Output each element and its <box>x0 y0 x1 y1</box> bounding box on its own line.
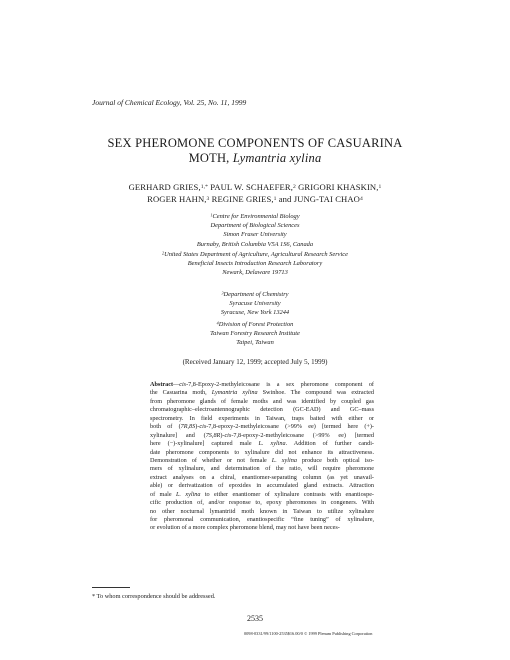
abstract-line: Abstract—cis-7,8-Epoxy-2-methyleicosane is a sex pheromone component of <box>150 381 374 388</box>
abstract-line: extract analyses on a chiral, enantiomer-separating column (as yet unavail- <box>150 473 374 481</box>
abstract-label: Abstract <box>150 381 174 388</box>
author-affil-mark: 1 <box>378 184 382 191</box>
author-affil-mark: 4 <box>359 196 363 203</box>
affiliation-line: Burnaby, British Columbia V5A 1S6, Canada <box>196 240 314 248</box>
affiliation-4 <box>0 320 510 348</box>
affiliation-text: Department of Chemistry <box>223 291 289 298</box>
affiliation-3 <box>0 290 510 318</box>
abstract <box>150 381 374 533</box>
affiliation-line: Syracuse, New York 13244 <box>220 309 290 317</box>
author-name: ROGER HAHN, <box>147 194 207 204</box>
affiliation-text: United States Department of Agriculture, Agricultural Research Service <box>164 251 348 258</box>
author-name: REGINE GRIES, <box>209 194 274 204</box>
abstract-line: chromatographic–electroantennographic detection (GC-EAD) and GC–mass <box>150 406 374 414</box>
affiliation-text: Centre for Environmental Biology <box>212 213 300 220</box>
affiliation-line <box>0 212 510 221</box>
abstract-line: no other nocturnal lymantriid moth known in Taiwan to utilize xylinalure <box>150 507 374 515</box>
author-affil-mark: 2 <box>292 184 296 191</box>
abstract-line: both of (7R,8S)-cis-7,8-epoxy-2-methyleicosane (>99% ee) [termed here (+)- <box>150 423 374 431</box>
title-species: Lymantria xylina <box>232 151 322 165</box>
abstract-line: or evolution of a more complex pheromone blend, may not have been neces- <box>150 524 340 532</box>
affiliation-line: Taipei, Taiwan <box>236 339 274 347</box>
affiliation-line <box>0 290 510 299</box>
author-line-2 <box>0 194 510 204</box>
page-number: 2535 <box>247 614 263 623</box>
author-name: GERHARD GRIES, <box>128 182 201 192</box>
author-name: and JUNG-TAI CHAO <box>276 194 360 204</box>
author-affil-mark: 1 <box>273 196 277 203</box>
affiliation-2 <box>0 250 510 278</box>
affiliation-line: Taiwan Forestry Research Institute <box>210 330 300 338</box>
affiliation-line <box>0 320 510 329</box>
received-dates: (Received January 12, 1999; accepted July 5, 1999) <box>182 358 328 366</box>
affiliation-number: 3 <box>221 290 224 296</box>
copyright-line: 0098-0331/99/1100-2535$16.00/0 © 1999 Plenum Publishing Corporation <box>244 631 373 636</box>
author-name: PAUL W. SCHAEFER, <box>207 182 293 192</box>
author-line-1 <box>0 182 510 192</box>
abstract-line: Demonstration of whether or not female L. xylina produce both optical iso- <box>150 456 374 464</box>
affiliation-line: Simon Fraser University <box>223 231 287 239</box>
abstract-line: here (−)-xylinalure] captured male L. xylina. Addition of further candi- <box>150 440 374 448</box>
affiliation-line: Department of Biological Sciences <box>210 222 300 230</box>
abstract-line: from pheromone glands of female moths and was identified by coupled gas <box>150 397 374 405</box>
abstract-line: for pheromonal communication, enantiospecific “fine tuning” of xylinalure, <box>150 516 374 523</box>
abstract-line: date pheromone components to xylinalure did not enhance its attractiveness. <box>150 448 374 456</box>
abstract-line: spectrometry. In field experiments in Taiwan, traps baited with either or <box>150 414 374 422</box>
affiliation-line: Newark, Delaware 19713 <box>222 269 288 277</box>
affiliation-text: Division of Forest Protection <box>218 321 294 328</box>
title-prefix: MOTH, <box>188 151 233 165</box>
author-affil-mark: 1,* <box>200 184 208 191</box>
journal-citation: Journal of Chemical Ecology, Vol. 25, No. 11, 1999 <box>92 98 247 107</box>
affiliation-1 <box>0 212 510 249</box>
affiliation-number: 2 <box>162 250 165 256</box>
affiliation-line: Syracuse University <box>229 300 281 308</box>
affiliation-line: Beneficial Insects Introduction Research Laboratory <box>187 260 323 268</box>
abstract-line: xylinalure] and (7S,8R)-cis-7,8-epoxy-2-methyleicosane (>99% ee) [termed <box>150 431 374 439</box>
abstract-line: mers of xylinalure, and determination of the ratio, will require pheromone <box>150 465 374 473</box>
footnote-rule <box>92 587 130 588</box>
abstract-line: of male L. xylina to either enantiomer of xylinalure contrasts with enantiospe- <box>150 490 374 498</box>
affiliation-number: 1 <box>210 212 213 218</box>
paper-title-line-2 <box>0 151 510 166</box>
affiliation-number: 4 <box>216 320 219 326</box>
author-affil-mark: 3 <box>206 196 210 203</box>
abstract-line: able) or derivatization of epoxides in accumulated gland extracts. Attraction <box>150 482 374 490</box>
abstract-line: the Casuarina moth, Lymantria xylina Swinhoe. The compound was extracted <box>150 389 374 397</box>
author-name: GRIGORI KHASKIN, <box>295 182 379 192</box>
affiliation-line <box>0 250 510 259</box>
paper-title-line-1: SEX PHEROMONE COMPONENTS OF CASUARINA <box>107 136 403 150</box>
footnote: * To whom correspondence should be addressed. <box>92 593 216 600</box>
abstract-line: cific production of, and/or response to, epoxy pheromones in congeners. With <box>150 499 374 507</box>
